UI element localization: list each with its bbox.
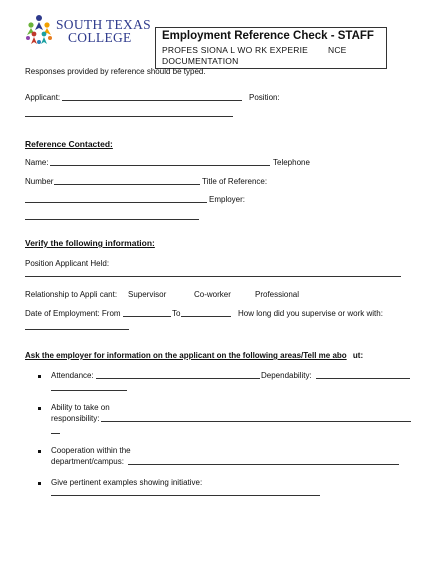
responsibility-field-continued[interactable] bbox=[51, 433, 60, 434]
logo-line2: COLLEGE bbox=[68, 30, 132, 45]
date-from-field[interactable] bbox=[123, 316, 171, 317]
cooperation-field[interactable] bbox=[128, 464, 399, 465]
logo-line1: SOUTH TEXAS bbox=[56, 17, 151, 32]
verify-heading: Verify the following information: bbox=[25, 238, 155, 248]
how-long-field[interactable] bbox=[25, 329, 129, 330]
header-subtitle-1: PROFES SIONA L WO RK EXPERIE bbox=[162, 45, 309, 55]
initiative-field[interactable] bbox=[51, 495, 320, 496]
reference-heading: Reference Contacted: bbox=[25, 139, 113, 149]
cooperation-label-line2: department/campus: bbox=[51, 457, 124, 466]
initiative-label: Give pertinent examples showing initiative: bbox=[51, 478, 203, 487]
ask-heading-end: ut: bbox=[352, 351, 364, 360]
employer-field[interactable] bbox=[25, 219, 199, 220]
attendance-field-continued[interactable] bbox=[51, 390, 127, 391]
college-logo bbox=[24, 14, 54, 50]
date-from-label: Date of Employment: From bbox=[25, 309, 121, 318]
header-subtitle-1b: NCE bbox=[328, 45, 347, 55]
attendance-label: Attendance: bbox=[51, 371, 94, 380]
applicant-label: Applicant: bbox=[25, 93, 61, 102]
bullet-icon bbox=[38, 450, 41, 453]
relationship-professional-option[interactable]: Professional bbox=[255, 290, 300, 299]
dependability-label: Dependability: bbox=[261, 371, 312, 380]
how-long-label: How long did you supervise or work with: bbox=[238, 309, 383, 318]
number-label: Number bbox=[25, 177, 54, 186]
date-to-label: To bbox=[172, 309, 181, 318]
applicant-field[interactable] bbox=[62, 100, 242, 101]
ability-label-line1: Ability to take on bbox=[51, 403, 110, 412]
bullet-icon bbox=[38, 407, 41, 410]
dependability-field[interactable] bbox=[316, 378, 410, 379]
page-title: Employment Reference Check - STAFF bbox=[162, 30, 374, 42]
relationship-supervisor-option[interactable]: Supervisor bbox=[128, 290, 167, 299]
position-label: Position: bbox=[249, 93, 280, 102]
title-of-reference-label: Title of Reference: bbox=[202, 177, 268, 186]
header-subtitle-2: DOCUMENTATION bbox=[162, 56, 239, 66]
ask-heading bbox=[25, 351, 363, 360]
responsibility-field[interactable] bbox=[101, 421, 411, 422]
bullet-icon bbox=[38, 375, 41, 378]
logo-figures-icon bbox=[24, 14, 54, 48]
relationship-coworker-option[interactable]: Co-worker bbox=[194, 290, 231, 299]
title-of-reference-field[interactable] bbox=[25, 202, 207, 203]
name-label: Name: bbox=[25, 158, 49, 167]
ask-heading-text: Ask the employer for information on the applicant on the following areas/Tell me abo bbox=[25, 351, 347, 360]
typing-note: Responses provided by reference should be typed. bbox=[25, 67, 206, 76]
employer-label: Employer: bbox=[209, 195, 246, 204]
position-held-label: Position Applicant Held: bbox=[25, 259, 110, 268]
position-held-field[interactable] bbox=[25, 276, 401, 277]
telephone-number-field[interactable] bbox=[54, 184, 200, 185]
bullet-icon bbox=[38, 482, 41, 485]
cooperation-label-line1: Cooperation within the bbox=[51, 446, 131, 455]
telephone-label: Telephone bbox=[273, 158, 310, 167]
ability-label-line2: responsibility: bbox=[51, 414, 100, 423]
applicant-extra-field[interactable] bbox=[25, 116, 233, 117]
attendance-field[interactable] bbox=[96, 378, 260, 379]
date-to-field[interactable] bbox=[181, 316, 231, 317]
reference-name-field[interactable] bbox=[50, 165, 270, 166]
relationship-label: Relationship to Appli cant: bbox=[25, 290, 118, 299]
